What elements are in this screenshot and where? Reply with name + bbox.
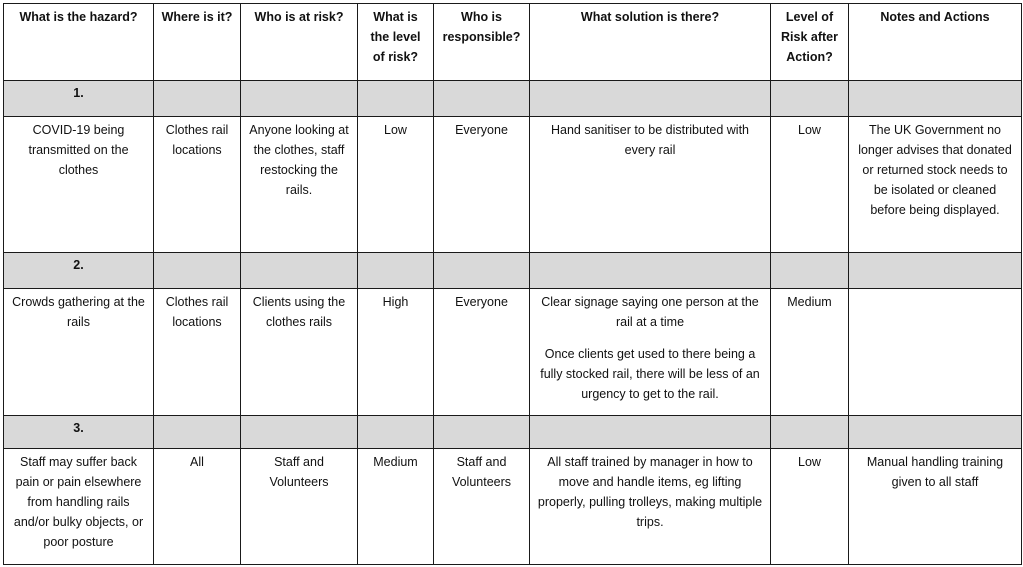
- where-cell: Clothes rail locations: [154, 117, 241, 253]
- header-hazard: What is the hazard?: [4, 4, 154, 81]
- notes-cell: Manual handling training given to all staff: [849, 449, 1022, 565]
- header-responsible: Who is responsible?: [434, 4, 530, 81]
- risk-assessment-table: [3, 3, 1022, 565]
- solution-cell: [530, 449, 771, 565]
- header-where: Where is it?: [154, 4, 241, 81]
- hazard-row: [4, 449, 1022, 565]
- responsible-cell: Everyone: [434, 117, 530, 253]
- solution-cell: [530, 289, 771, 416]
- solution-text: Clear signage saying one person at the rail at a time: [541, 295, 759, 329]
- who-at-risk-cell: Clients using the clothes rails: [241, 289, 358, 416]
- notes-cell: The UK Government no longer advises that donated or returned stock needs to be isolated or cleaned before being displayed.: [849, 117, 1022, 253]
- where-cell: All: [154, 449, 241, 565]
- hazard-cell: COVID-19 being transmitted on the clothes: [4, 117, 154, 253]
- solution-text: Hand sanitiser to be distributed with every rail: [550, 123, 750, 157]
- hazard-number-row: [4, 81, 1022, 117]
- header-row: [4, 4, 1022, 81]
- who-at-risk-cell: Anyone looking at the clothes, staff restocking the rails.: [241, 117, 358, 253]
- solution-text: All staff trained by manager in how to move and handle items, eg lifting properly, pulling trolleys, making multiple trips.: [537, 455, 763, 529]
- hazard-number: 2.: [4, 253, 154, 289]
- notes-cell: [849, 289, 1022, 416]
- hazard-cell: Staff may suffer back pain or pain elsewhere from handling rails and/or bulky objects, or poor posture: [4, 449, 154, 565]
- solution-text: Once clients get used to there being a fully stocked rail, there will be less of an urgency to get to the rail.: [540, 347, 760, 401]
- risk-after-cell: Low: [771, 117, 849, 253]
- where-cell: Clothes rail locations: [154, 289, 241, 416]
- responsible-cell: Staff and Volunteers: [434, 449, 530, 565]
- hazard-row: [4, 117, 1022, 253]
- who-at-risk-cell: Staff and Volunteers: [241, 449, 358, 565]
- hazard-cell: Crowds gathering at the rails: [4, 289, 154, 416]
- hazard-number: 1.: [4, 81, 154, 117]
- header-level-of-risk: What is the level of risk?: [358, 4, 434, 81]
- responsible-cell: Everyone: [434, 289, 530, 416]
- risk-after-cell: Medium: [771, 289, 849, 416]
- hazard-number-row: [4, 253, 1022, 289]
- risk-after-cell: Low: [771, 449, 849, 565]
- hazard-row: [4, 289, 1022, 416]
- hazard-number: 3.: [4, 416, 154, 449]
- header-notes-and-actions: Notes and Actions: [849, 4, 1022, 81]
- risk-level-cell: Medium: [358, 449, 434, 565]
- solution-cell: [530, 117, 771, 253]
- hazard-number-row: [4, 416, 1022, 449]
- header-solution: What solution is there?: [530, 4, 771, 81]
- risk-level-cell: Low: [358, 117, 434, 253]
- header-level-after-action: Level of Risk after Action?: [771, 4, 849, 81]
- header-who-at-risk: Who is at risk?: [241, 4, 358, 81]
- risk-level-cell: High: [358, 289, 434, 416]
